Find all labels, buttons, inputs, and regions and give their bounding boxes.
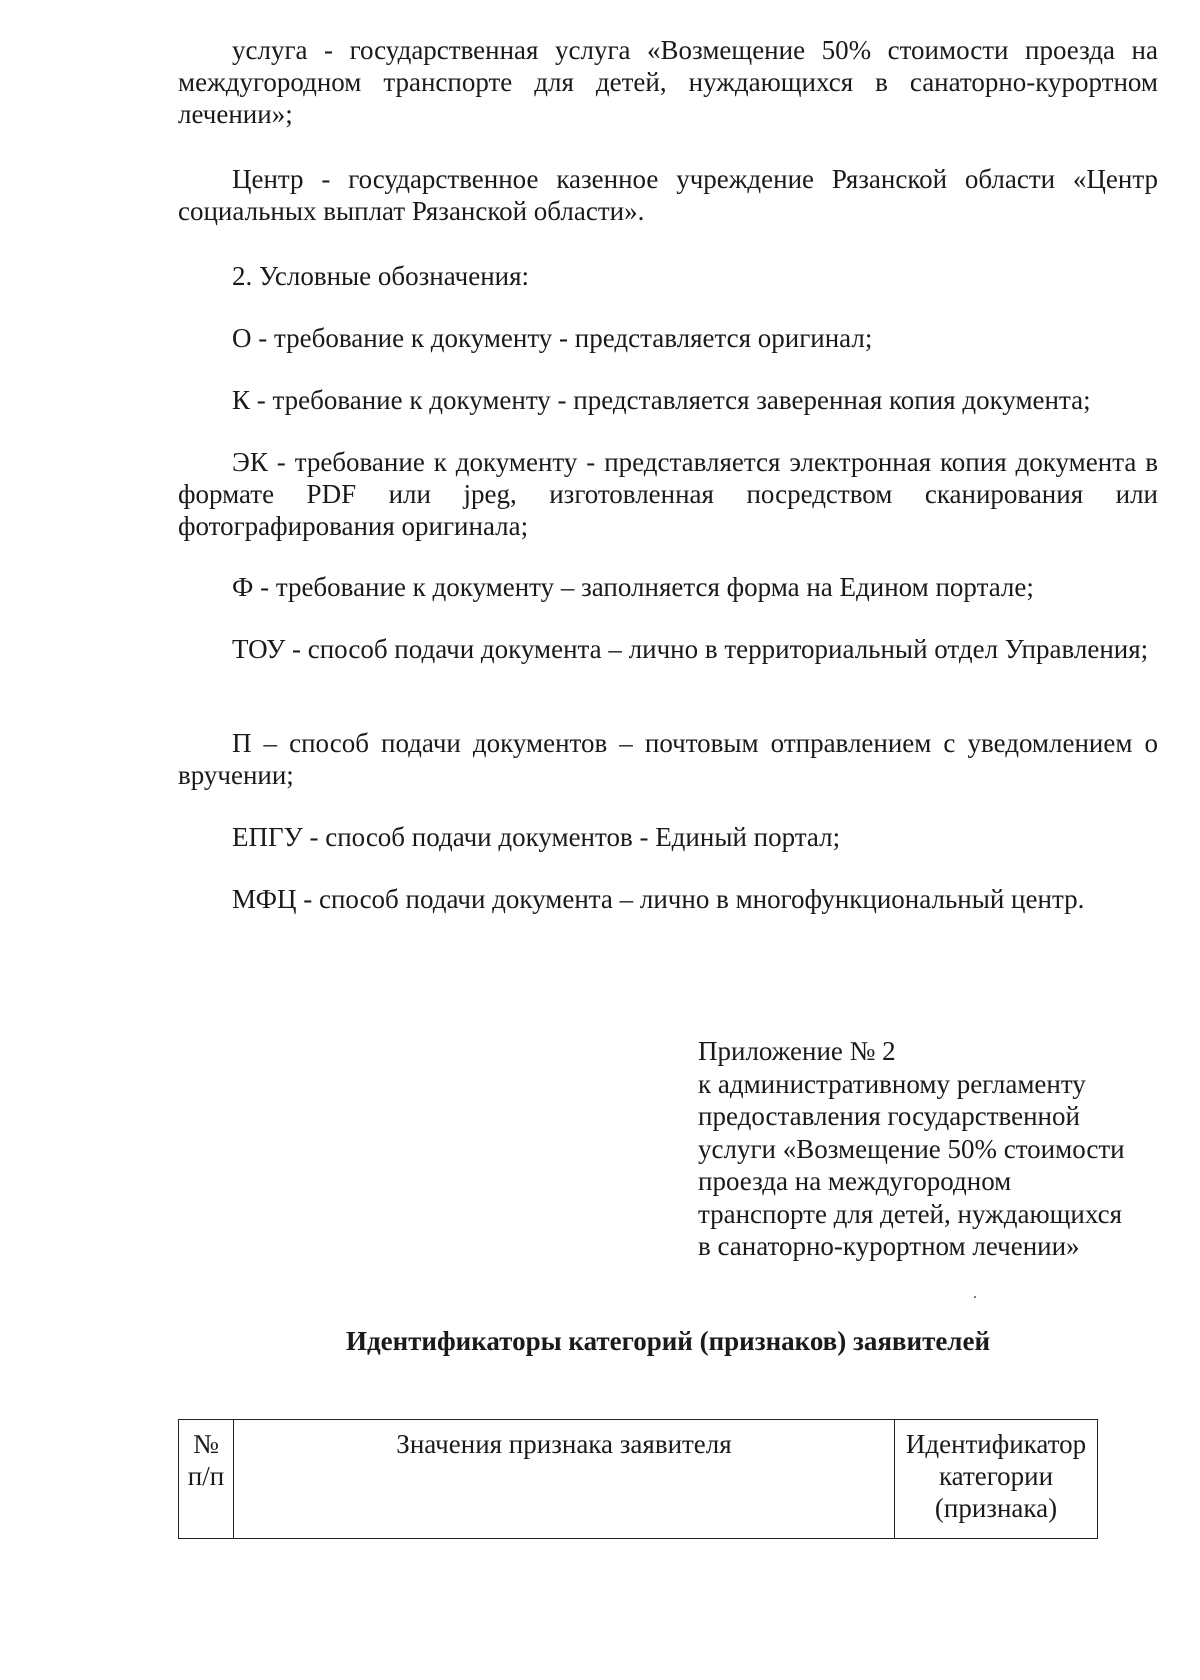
appendix-caption	[698, 1035, 1158, 1263]
table-header-row	[179, 1420, 1098, 1539]
appendix-line: Приложение № 2	[698, 1036, 896, 1066]
appendix-line: к административному регламенту	[698, 1068, 1086, 1099]
convention-electronic-copy: ЭК - требование к документу - представляется электронная копия документа в формате PDF или jpeg, изготовленная посредством сканирования или фотографирования оригинала;	[178, 447, 1158, 541]
appendix-line: предоставления государственной	[698, 1101, 1080, 1131]
column-header-value: Значения признака заявителя	[234, 1420, 895, 1539]
column-header-identifier: Идентификатор категории (признака)	[895, 1420, 1098, 1539]
convention-certified-copy: К - требование к документу - представляется заверенная копия документа;	[232, 385, 1091, 415]
definition-center: Центр - государственное казенное учреждение Рязанской области «Центр социальных выплат Рязанской области».	[178, 164, 1158, 226]
appendix-line: проезда на междугородном	[698, 1166, 1012, 1196]
column-header-number: № п/п	[179, 1420, 234, 1539]
convention-portal-form: Ф - требование к документу – заполняется форма на Едином портале;	[232, 572, 1034, 602]
appendix-line: в санаторно-курортном лечении»	[698, 1231, 1080, 1261]
convention-postal: П – способ подачи документов – почтовым отправлением с уведомлением о вручении;	[178, 728, 1158, 790]
table-heading: Идентификаторы категорий (признаков) заявителей	[345, 1326, 991, 1356]
convention-original: О - требование к документу - представляется оригинал;	[232, 323, 873, 353]
convention-single-portal: ЕПГУ - способ подачи документов - Единый портал;	[232, 822, 841, 852]
identifiers-table	[178, 1419, 1098, 1539]
appendix-line: транспорте для детей, нуждающихся	[698, 1198, 1123, 1229]
convention-mfc: МФЦ - способ подачи документа – лично в многофункциональный центр.	[232, 884, 1085, 914]
section-conventions-title: 2. Условные обозначения:	[232, 261, 530, 291]
scan-speck	[974, 1296, 976, 1298]
convention-territorial-office: ТОУ - способ подачи документа – лично в территориальный отдел Управления;	[232, 634, 1149, 664]
appendix-line: услуги «Возмещение 50% стоимости	[698, 1133, 1125, 1164]
definition-service: услуга - государственная услуга «Возмещение 50% стоимости проезда на междугородном транспорте для детей, нуждающихся в санаторно-курортном лечении»;	[178, 35, 1158, 129]
